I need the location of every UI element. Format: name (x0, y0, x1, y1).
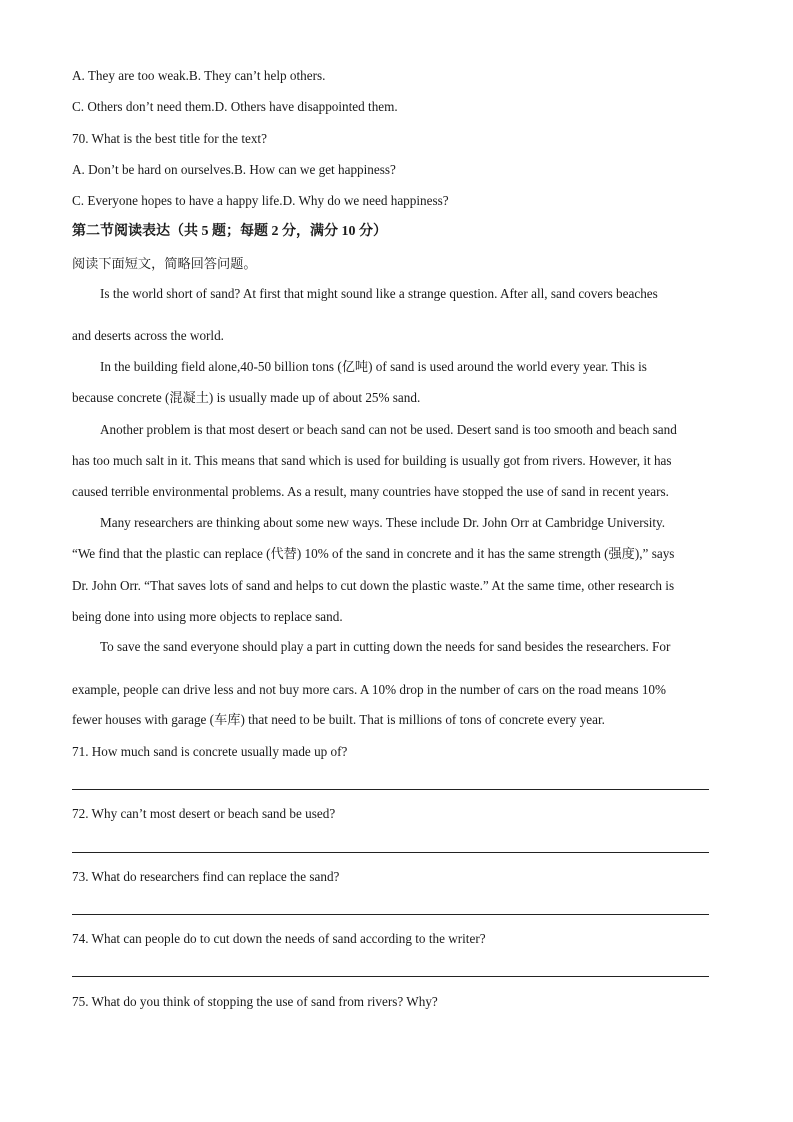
answer-line-73 (72, 914, 709, 915)
q69-options-line-1: A. They are too weak.B. They can’t help others. (72, 68, 326, 83)
passage-p3-line-2: has too much salt in it. This means that sand which is used for building is usually got from rivers. However, it has (72, 453, 672, 468)
q70-options-line-2: C. Everyone hopes to have a happy life.D. Why do we need happiness? (72, 193, 449, 208)
passage-p3-line-3: caused terrible environmental problems. As a result, many countries have stopped the use of sand in recent years. (72, 484, 669, 499)
passage-p5-line-2: example, people can drive less and not buy more cars. A 10% drop in the number of cars on the road means 10% (72, 682, 666, 697)
question-72: 72. Why can’t most desert or beach sand be used? (72, 806, 336, 821)
question-74: 74. What can people do to cut down the needs of sand according to the writer? (72, 931, 486, 946)
question-71: 71. How much sand is concrete usually made up of? (72, 744, 348, 759)
section-title: 第二节阅读表达（共 5 题；每题 2 分，满分 10 分） (72, 224, 387, 239)
passage-p2-line-2: because concrete (混凝土) is usually made up of about 25% sand. (72, 390, 421, 405)
q70-options-line-1: A. Don’t be hard on ourselves.B. How can we get happiness? (72, 162, 396, 177)
passage-p4-line-2: “We find that the plastic can replace (代替) 10% of the sand in concrete and it has the same strength (强度),” says (72, 546, 675, 561)
passage-p2-line-1: In the building field alone,40-50 billion tons (亿吨) of sand is used around the world every year. This is (100, 359, 647, 374)
section-instruction: 阅读下面短文，简略回答问题。 (72, 256, 257, 271)
answer-line-74 (72, 976, 709, 977)
passage-p5-line-1: To save the sand everyone should play a part in cutting down the needs for sand besides the researchers. For (100, 639, 671, 654)
passage-p1-line-2: and deserts across the world. (72, 328, 224, 343)
answer-line-71 (72, 789, 709, 790)
passage-p4-line-4: being done into using more objects to replace sand. (72, 609, 343, 624)
question-75: 75. What do you think of stopping the use of sand from rivers? Why? (72, 994, 438, 1009)
q69-options-line-2: C. Others don’t need them.D. Others have disappointed them. (72, 99, 398, 114)
question-73: 73. What do researchers find can replace the sand? (72, 869, 340, 884)
answer-line-72 (72, 852, 709, 853)
passage-p1-line-1: Is the world short of sand? At first that might sound like a strange question. After all, sand covers beaches (100, 286, 658, 301)
passage-p3-line-1: Another problem is that most desert or beach sand can not be used. Desert sand is too smooth and beach sand (100, 422, 677, 437)
passage-p4-line-1: Many researchers are thinking about some new ways. These include Dr. John Orr at Cambridge University. (100, 515, 666, 530)
passage-p5-line-3: fewer houses with garage (车库) that need to be built. That is millions of tons of concrete every year. (72, 712, 605, 727)
q70-question: 70. What is the best title for the text? (72, 131, 267, 146)
passage-p4-line-3: Dr. John Orr. “That saves lots of sand and helps to cut down the plastic waste.” At the same time, other research is (72, 578, 675, 593)
